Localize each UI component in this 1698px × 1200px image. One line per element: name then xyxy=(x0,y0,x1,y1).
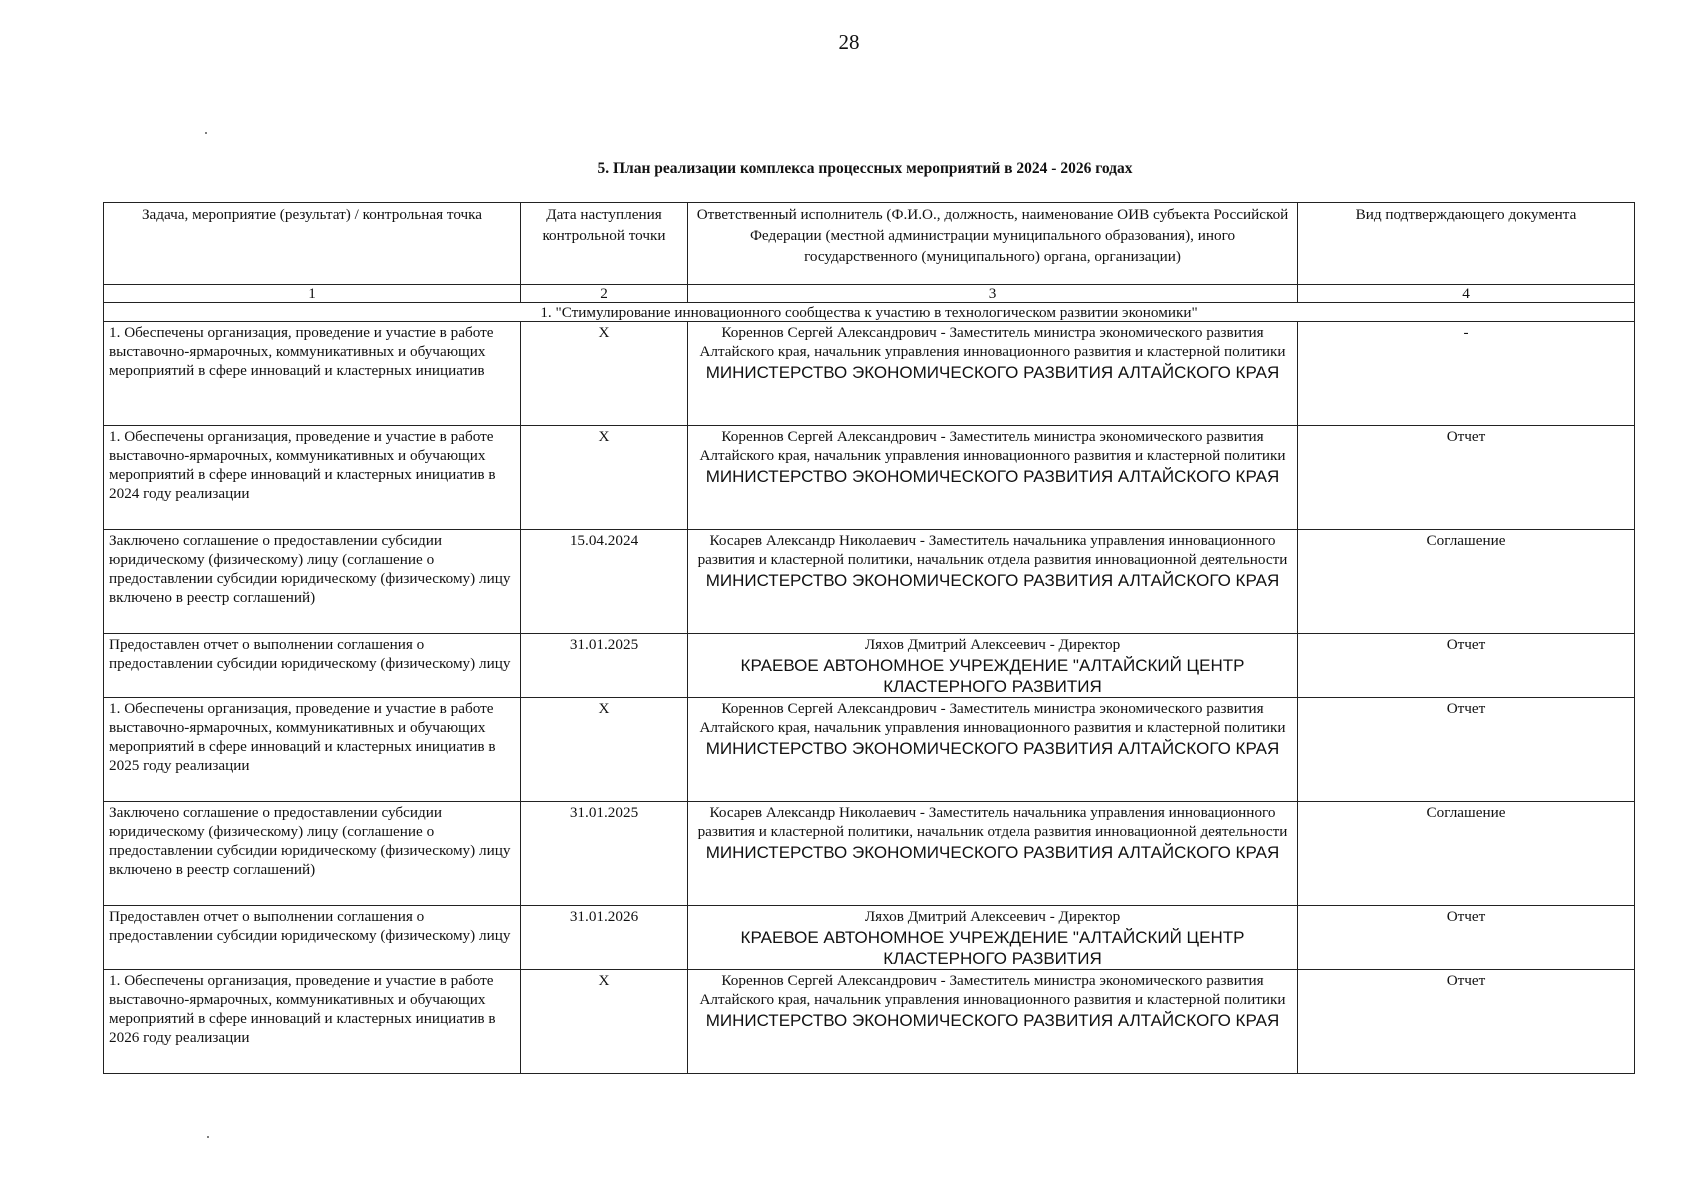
row-date: 15.04.2024 xyxy=(521,530,688,634)
executor-person: Кореннов Сергей Александрович - Заместитель министра экономического развития Алтайского края, начальник управления инновационного развития и кластерной политики xyxy=(699,324,1286,360)
table-row xyxy=(104,802,1635,906)
row-document: Отчет xyxy=(1298,970,1635,1074)
row-date: X xyxy=(521,970,688,1074)
row-executor xyxy=(688,698,1298,802)
executor-person: Кореннов Сергей Александрович - Заместитель министра экономического развития Алтайского края, начальник управления инновационного развития и кластерной политики xyxy=(699,428,1286,464)
row-executor xyxy=(688,530,1298,634)
table-header-row xyxy=(104,203,1635,285)
row-executor xyxy=(688,426,1298,530)
executor-person: Ляхов Дмитрий Алексеевич - Директор xyxy=(864,908,1121,925)
row-item: Заключено соглашение о предоставлении субсидии юридическому (физическому) лицу (соглашение о предоставлении субсидии юридическому (физическому) лицу включено в реестр соглашений) xyxy=(104,802,521,906)
table-row xyxy=(104,634,1635,698)
executor-organization: МИНИСТЕРСТВО ЭКОНОМИЧЕСКОГО РАЗВИТИЯ АЛТАЙСКОГО КРАЯ xyxy=(705,571,1280,590)
row-document: Отчет xyxy=(1298,698,1635,802)
row-date: 31.01.2026 xyxy=(521,906,688,970)
row-executor xyxy=(688,322,1298,426)
row-item: 1. Обеспечены организация, проведение и участие в работе выставочно-ярмарочных, коммуникативных и обучающих мероприятий в сфере инноваций и кластерных инициатив в 2026 году реализации xyxy=(104,970,521,1074)
row-document: Отчет xyxy=(1298,634,1635,698)
executor-organization: МИНИСТЕРСТВО ЭКОНОМИЧЕСКОГО РАЗВИТИЯ АЛТАЙСКОГО КРАЯ xyxy=(705,739,1280,758)
column-number: 3 xyxy=(688,285,1298,303)
row-executor xyxy=(688,906,1298,970)
row-item: Предоставлен отчет о выполнении соглашения о предоставлении субсидии юридическому (физическому) лицу xyxy=(104,634,521,698)
executor-organization: МИНИСТЕРСТВО ЭКОНОМИЧЕСКОГО РАЗВИТИЯ АЛТАЙСКОГО КРАЯ xyxy=(705,467,1280,486)
task-heading: 1. "Стимулирование инновационного сообщества к участию в технологическом развитии экономики" xyxy=(104,303,1635,322)
executor-person: Кореннов Сергей Александрович - Заместитель министра экономического развития Алтайского края, начальник управления инновационного развития и кластерной политики xyxy=(699,972,1286,1008)
row-document: Соглашение xyxy=(1298,802,1635,906)
column-number-row xyxy=(104,285,1635,303)
executor-person: Косарев Александр Николаевич - Заместитель начальника управления инновационного развития и кластерной политики, начальник отдела развития инновационной деятельности xyxy=(697,804,1288,840)
section-title: 5. План реализации комплекса процессных мероприятий в 2024 - 2026 годах xyxy=(597,160,1133,177)
column-number: 1 xyxy=(104,285,521,303)
table-row xyxy=(104,426,1635,530)
task-heading-row xyxy=(104,303,1635,322)
executor-organization: КРАЕВОЕ АВТОНОМНОЕ УЧРЕЖДЕНИЕ "АЛТАЙСКИЙ ЦЕНТР КЛАСТЕРНОГО РАЗВИТИЯ xyxy=(740,656,1245,696)
table-row xyxy=(104,698,1635,802)
executor-person: Косарев Александр Николаевич - Заместитель начальника управления инновационного развития и кластерной политики, начальник отдела развития инновационной деятельности xyxy=(697,532,1288,568)
row-date: 31.01.2025 xyxy=(521,802,688,906)
row-executor xyxy=(688,970,1298,1074)
row-document: Отчет xyxy=(1298,906,1635,970)
row-date: X xyxy=(521,698,688,802)
page-number: 28 xyxy=(838,30,860,54)
header-date: Дата наступления контрольной точки xyxy=(521,203,688,285)
row-executor xyxy=(688,634,1298,698)
table-row xyxy=(104,906,1635,970)
table-row xyxy=(104,530,1635,634)
executor-organization: МИНИСТЕРСТВО ЭКОНОМИЧЕСКОГО РАЗВИТИЯ АЛТАЙСКОГО КРАЯ xyxy=(705,363,1280,382)
column-number: 4 xyxy=(1298,285,1635,303)
row-date: 31.01.2025 xyxy=(521,634,688,698)
row-executor xyxy=(688,802,1298,906)
executor-person: Ляхов Дмитрий Алексеевич - Директор xyxy=(864,636,1121,653)
scan-speck xyxy=(205,132,207,134)
row-date: X xyxy=(521,426,688,530)
column-number: 2 xyxy=(521,285,688,303)
table-row xyxy=(104,322,1635,426)
row-date: X xyxy=(521,322,688,426)
row-document: - xyxy=(1298,322,1635,426)
executor-organization: МИНИСТЕРСТВО ЭКОНОМИЧЕСКОГО РАЗВИТИЯ АЛТАЙСКОГО КРАЯ xyxy=(705,1011,1280,1030)
row-document: Соглашение xyxy=(1298,530,1635,634)
header-executor: Ответственный исполнитель (Ф.И.О., должность, наименование ОИВ субъекта Российской Федерации (местной администрации муниципального образования), иного государственного (муниципального) органа, организации) xyxy=(688,203,1298,285)
row-document: Отчет xyxy=(1298,426,1635,530)
executor-organization: МИНИСТЕРСТВО ЭКОНОМИЧЕСКОГО РАЗВИТИЯ АЛТАЙСКОГО КРАЯ xyxy=(705,843,1280,862)
executor-person: Кореннов Сергей Александрович - Заместитель министра экономического развития Алтайского края, начальник управления инновационного развития и кластерной политики xyxy=(699,700,1286,736)
executor-organization: КРАЕВОЕ АВТОНОМНОЕ УЧРЕЖДЕНИЕ "АЛТАЙСКИЙ ЦЕНТР КЛАСТЕРНОГО РАЗВИТИЯ xyxy=(740,928,1245,968)
row-item: 1. Обеспечены организация, проведение и участие в работе выставочно-ярмарочных, коммуникативных и обучающих мероприятий в сфере инноваций и кластерных инициатив в 2024 году реализации xyxy=(104,426,521,530)
plan-table xyxy=(103,202,1635,1074)
table-row xyxy=(104,970,1635,1074)
row-item: Предоставлен отчет о выполнении соглашения о предоставлении субсидии юридическому (физическому) лицу xyxy=(104,906,521,970)
header-document: Вид подтверждающего документа xyxy=(1298,203,1635,285)
row-item: Заключено соглашение о предоставлении субсидии юридическому (физическому) лицу (соглашение о предоставлении субсидии юридическому (физическому) лицу включено в реестр соглашений) xyxy=(104,530,521,634)
header-task: Задача, мероприятие (результат) / контрольная точка xyxy=(104,203,521,285)
scan-speck xyxy=(207,1136,209,1138)
row-item: 1. Обеспечены организация, проведение и участие в работе выставочно-ярмарочных, коммуникативных и обучающих мероприятий в сфере инноваций и кластерных инициатив xyxy=(104,322,521,426)
row-item: 1. Обеспечены организация, проведение и участие в работе выставочно-ярмарочных, коммуникативных и обучающих мероприятий в сфере инноваций и кластерных инициатив в 2025 году реализации xyxy=(104,698,521,802)
